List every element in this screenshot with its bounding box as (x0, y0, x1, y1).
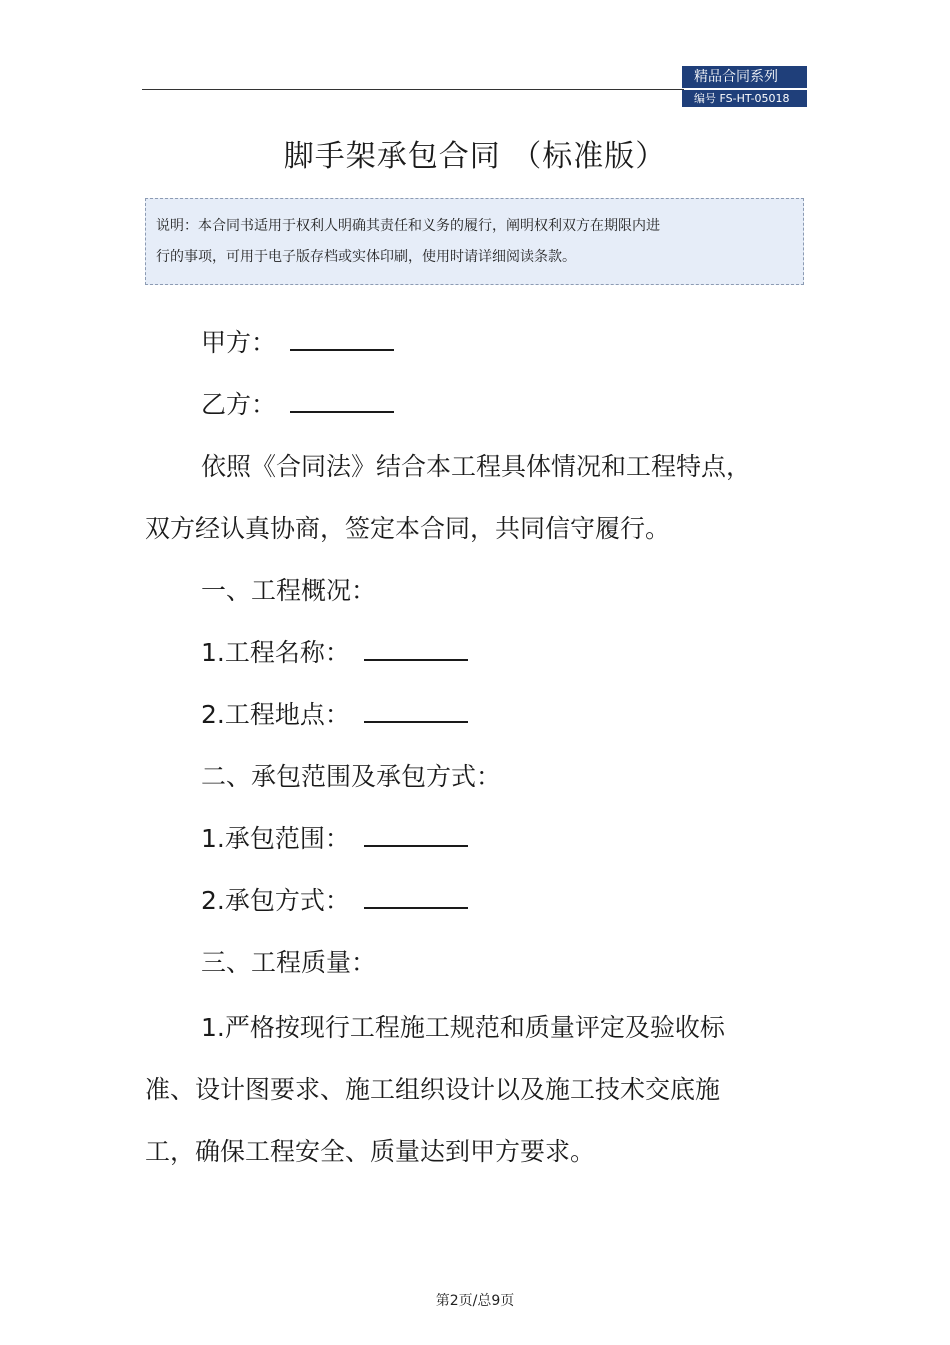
section-3-para-line-2: 准、设计图要求、施工组织设计以及施工技术交底施 (145, 1075, 721, 1104)
party-a-line (145, 312, 841, 374)
section-3-para-line-1: 1.严格按现行工程施工规范和质量评定及验收标 (201, 1013, 725, 1042)
section-2-item-2 (145, 870, 841, 932)
party-b-blank (290, 389, 394, 413)
note-box (145, 198, 804, 285)
method-blank (364, 885, 468, 909)
scope-label: 1.承包范围： (201, 824, 350, 853)
section-1-item-1 (145, 622, 841, 684)
note-line-2: 行的事项，可用于电子版存档或实体印刷，使用时请详细阅读条款。 (156, 249, 576, 265)
scope-blank (364, 823, 468, 847)
note-line-1: 说明：本合同书适用于权利人明确其责任和义务的履行，阐明权利双方在期限内进 (156, 218, 660, 234)
doc-code-badge: 编号 FS-HT-05018 (682, 90, 807, 107)
series-badge: 精品合同系列 (682, 66, 807, 88)
header-rule (142, 89, 684, 90)
section-1-item-2 (145, 684, 841, 746)
section-2-heading: 二、承包范围及承包方式： (201, 762, 502, 791)
party-a-blank (290, 327, 394, 351)
section-3-para-line-3: 工，确保工程安全、质量达到甲方要求。 (145, 1137, 596, 1166)
party-b-line (145, 374, 841, 436)
page-number: 第2页/总9页 (435, 1293, 515, 1309)
document-title: 脚手架承包合同 （标准版） (283, 139, 667, 174)
project-location-blank (364, 699, 468, 723)
party-a-label: 甲方： (201, 328, 277, 357)
party-b-label: 乙方： (201, 390, 277, 419)
intro-line-2: 双方经认真协商，签定本合同，共同信守履行。 (145, 514, 671, 543)
section-3-heading: 三、工程质量： (201, 948, 377, 977)
project-name-blank (364, 637, 468, 661)
section-1-heading: 一、工程概况： (201, 576, 377, 605)
project-name-label: 1.工程名称： (201, 638, 350, 667)
intro-line-1: 依照《合同法》结合本工程具体情况和工程特点， (201, 452, 752, 481)
method-label: 2.承包方式： (201, 886, 350, 915)
section-2-item-1 (145, 808, 841, 870)
project-location-label: 2.工程地点： (201, 700, 350, 729)
